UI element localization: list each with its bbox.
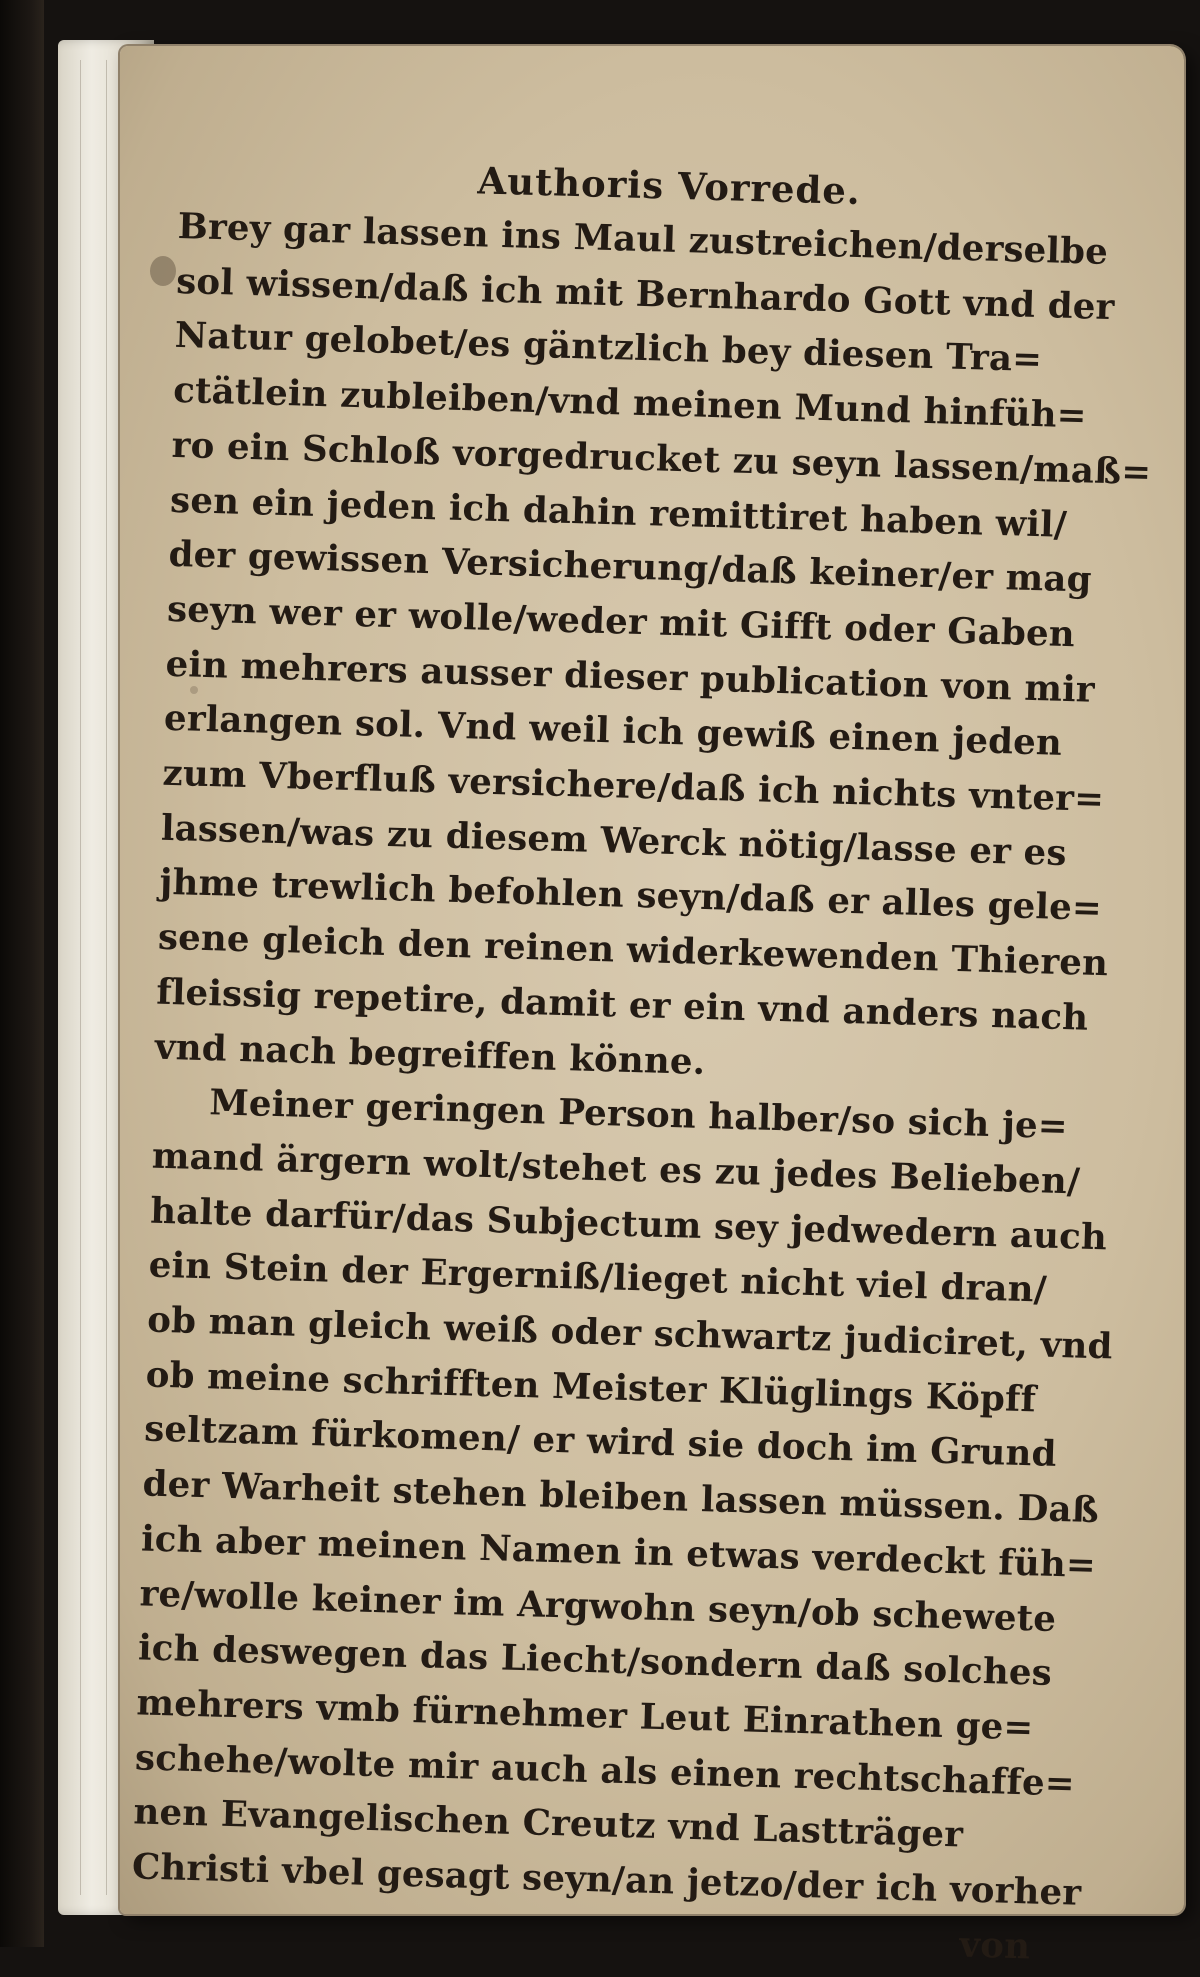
text-line: der gewissen Versicherung/daß keiner/er mag xyxy=(168,534,1093,601)
text-line: schehe/wolte mir auch als einen rechtschaffe= xyxy=(134,1737,1076,1805)
text-line: sol wissen/daß ich mit Bernhardo Gott vnd der xyxy=(175,260,1116,328)
text-line: ich deswegen das Liecht/sondern daß solches xyxy=(137,1627,1053,1695)
text-line: fleissig repetire, damit er ein vnd anders nach xyxy=(155,971,1089,1039)
text-line: lassen/was zu diesem Werck nötig/lasse er es xyxy=(160,807,1068,874)
text-line: re/wolle keiner im Argwohn seyn/ob schewete xyxy=(139,1573,1057,1640)
page-edge-line xyxy=(106,60,107,1895)
text-line: mehrers vmb fürnehmer Leut Einrathen ge= xyxy=(136,1682,1035,1749)
page-header: Authoris Vorrede. xyxy=(476,158,862,214)
text-line: zum Vberfluß versichere/daß ich nichts vnter= xyxy=(162,752,1105,821)
background-edge xyxy=(0,0,44,1947)
text-line: ro ein Schloß vorgedrucket zu seyn lassen/maß= xyxy=(171,424,1152,494)
text-line: seltzam fürkomen/ er wird sie doch im Grund xyxy=(143,1408,1058,1476)
text-line: ctätlein zubleiben/vnd meinen Mund hinfüh= xyxy=(172,370,1088,437)
text-line: jhme trewlich befohlen seyn/daß er alles gele= xyxy=(158,862,1103,930)
text-line: mand ärgern wolt/stehet es zu jedes Belieben/ xyxy=(151,1135,1081,1203)
page-edge-line xyxy=(80,60,81,1895)
text-line: der Warheit stehen bleiben lassen müssen. Daß xyxy=(142,1463,1100,1532)
text-line: ich aber meinen Namen in etwas verdeckt füh= xyxy=(140,1518,1097,1586)
text-line: ein mehrers ausser dieser publication von mir xyxy=(165,643,1096,711)
text-line: vnd nach begreiffen könne. xyxy=(154,1026,706,1083)
text-line: Natur gelobet/es gäntzlich bey diesen Tra= xyxy=(174,315,1043,381)
text-line: Brey gar lassen ins Maul zustreichen/derselbe xyxy=(177,205,1109,273)
page-text xyxy=(130,150,1152,1976)
text-line: sen ein jeden ich dahin remittiret haben wil/ xyxy=(169,479,1068,546)
text-line: ob man gleich weiß oder schwartz judiciret, vnd xyxy=(146,1299,1114,1368)
text-line: Christi vbel gesagt seyn/an jetzo/der ich vorher xyxy=(131,1846,1082,1914)
text-line: Meiner geringen Person halber/so sich je= xyxy=(208,1082,1069,1148)
text-line: ein Stein der Ergerniß/lieget nicht viel dran/ xyxy=(148,1244,1048,1311)
foxing-spot xyxy=(150,256,176,286)
text-line: ob meine schrifften Meister Klüglings Köpff xyxy=(145,1354,1037,1421)
text-line: halte darfür/das Subjectum sey jedwedern auch xyxy=(149,1190,1108,1258)
catchword: von xyxy=(958,1924,1031,1968)
text-line: nen Evangelischen Creutz vnd Lastträger xyxy=(132,1791,964,1856)
text-line: seyn wer er wolle/weder mit Gifft oder Gaben xyxy=(166,588,1076,656)
text-line: sene gleich den reinen widerkewenden Thieren xyxy=(157,916,1109,985)
text-line: erlangen sol. Vnd weil ich gewiß einen jeden xyxy=(163,698,1063,765)
